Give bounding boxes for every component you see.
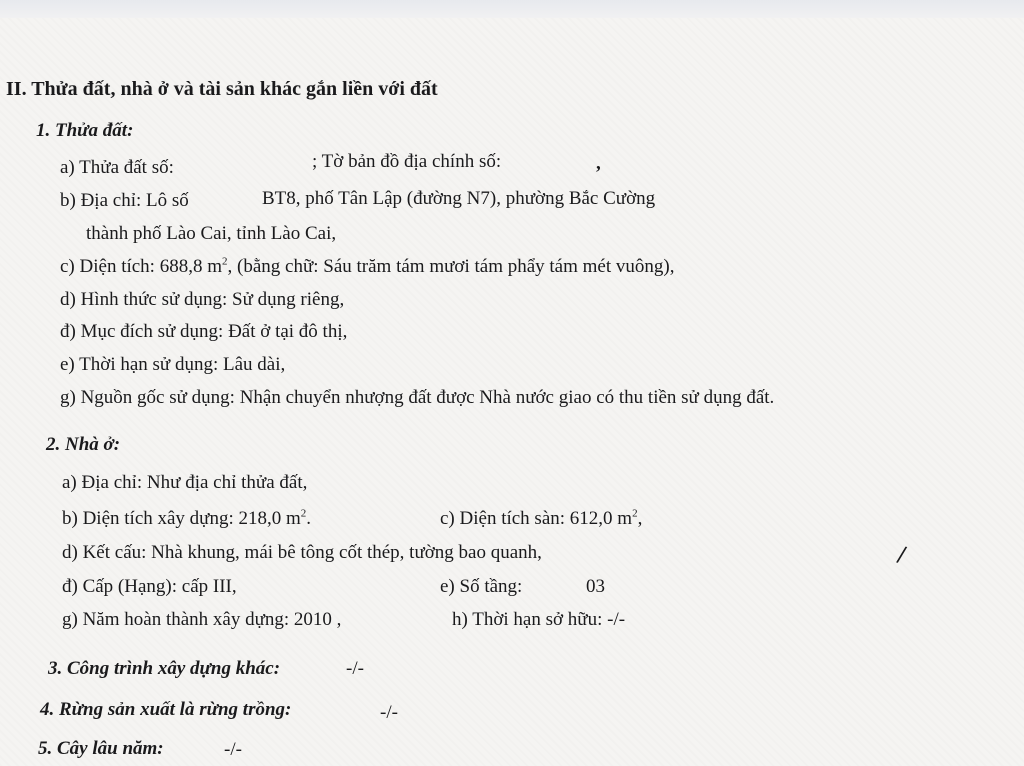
usage-origin: g) Nguồn gốc sử dụng: Nhận chuyển nhượng đất được Nhà nước giao có thu tiền sử dụng đất.	[60, 387, 775, 408]
floor-area-sup: 2	[632, 507, 638, 520]
land-address-value: BT8, phố Tân Lập (đường N7), phường Bắc Cường	[262, 188, 656, 209]
parcel-no-label: a) Thửa đất số:	[60, 157, 174, 178]
build-area-sup: 2	[300, 507, 307, 520]
map-no-trail: ,	[596, 153, 601, 174]
other-works-label: 3. Công trình xây dựng khác:	[48, 658, 281, 679]
build-area	[62, 508, 311, 530]
land-area-words: , (bằng chữ: Sáu trăm tám mươi tám phẩy tám mét vuông),	[227, 256, 675, 277]
floor-area	[440, 508, 642, 530]
land-area	[60, 256, 674, 278]
floors-label: e) Số tầng:	[440, 576, 523, 597]
house-grade: đ) Cấp (Hạng): cấp III,	[62, 576, 237, 597]
build-area-end: .	[306, 508, 312, 529]
floors-value: 03	[586, 576, 605, 597]
scan-top-edge	[0, 0, 1024, 18]
section-title: II. Thửa đất, nhà ở và tài sản khác gắn liền với đất	[6, 78, 438, 100]
forest-label: 4. Rừng sản xuất là rừng trồng:	[40, 699, 292, 720]
other-works-value: -/-	[346, 658, 364, 679]
floor-area-end: ,	[637, 508, 643, 529]
usage-purpose: đ) Mục đích sử dụng: Đất ở tại đô thị,	[60, 321, 348, 342]
floor-area-label: c) Diện tích sàn: 612,0 m	[440, 508, 633, 529]
pen-mark: /	[895, 539, 909, 570]
land-address-label: b) Địa chỉ: Lô số	[60, 190, 189, 211]
usage-term: e) Thời hạn sử dụng: Lâu dài,	[60, 354, 286, 375]
usage-form: d) Hình thức sử dụng: Sử dụng riêng,	[60, 289, 345, 310]
map-no-label: ; Tờ bản đồ địa chính số:	[312, 151, 502, 172]
perennial-label: 5. Cây lâu năm:	[38, 738, 164, 759]
year-built: g) Năm hoàn thành xây dựng: 2010 ,	[62, 609, 342, 630]
house-heading: 2. Nhà ở:	[46, 434, 121, 455]
land-area-sup: 2	[222, 255, 228, 268]
land-heading: 1. Thửa đất:	[36, 120, 134, 141]
house-address: a) Địa chỉ: Như địa chỉ thửa đất,	[62, 472, 308, 493]
land-area-label: c) Diện tích: 688,8 m	[60, 256, 222, 277]
house-structure: d) Kết cấu: Nhà khung, mái bê tông cốt thép, tường bao quanh,	[62, 542, 542, 563]
ownership-term: h) Thời hạn sở hữu: -/-	[452, 609, 626, 630]
build-area-label: b) Diện tích xây dựng: 218,0 m	[62, 508, 301, 529]
perennial-value: -/-	[224, 739, 242, 760]
forest-value: -/-	[380, 702, 398, 723]
land-address-cont: thành phố Lào Cai, tỉnh Lào Cai,	[86, 223, 337, 244]
